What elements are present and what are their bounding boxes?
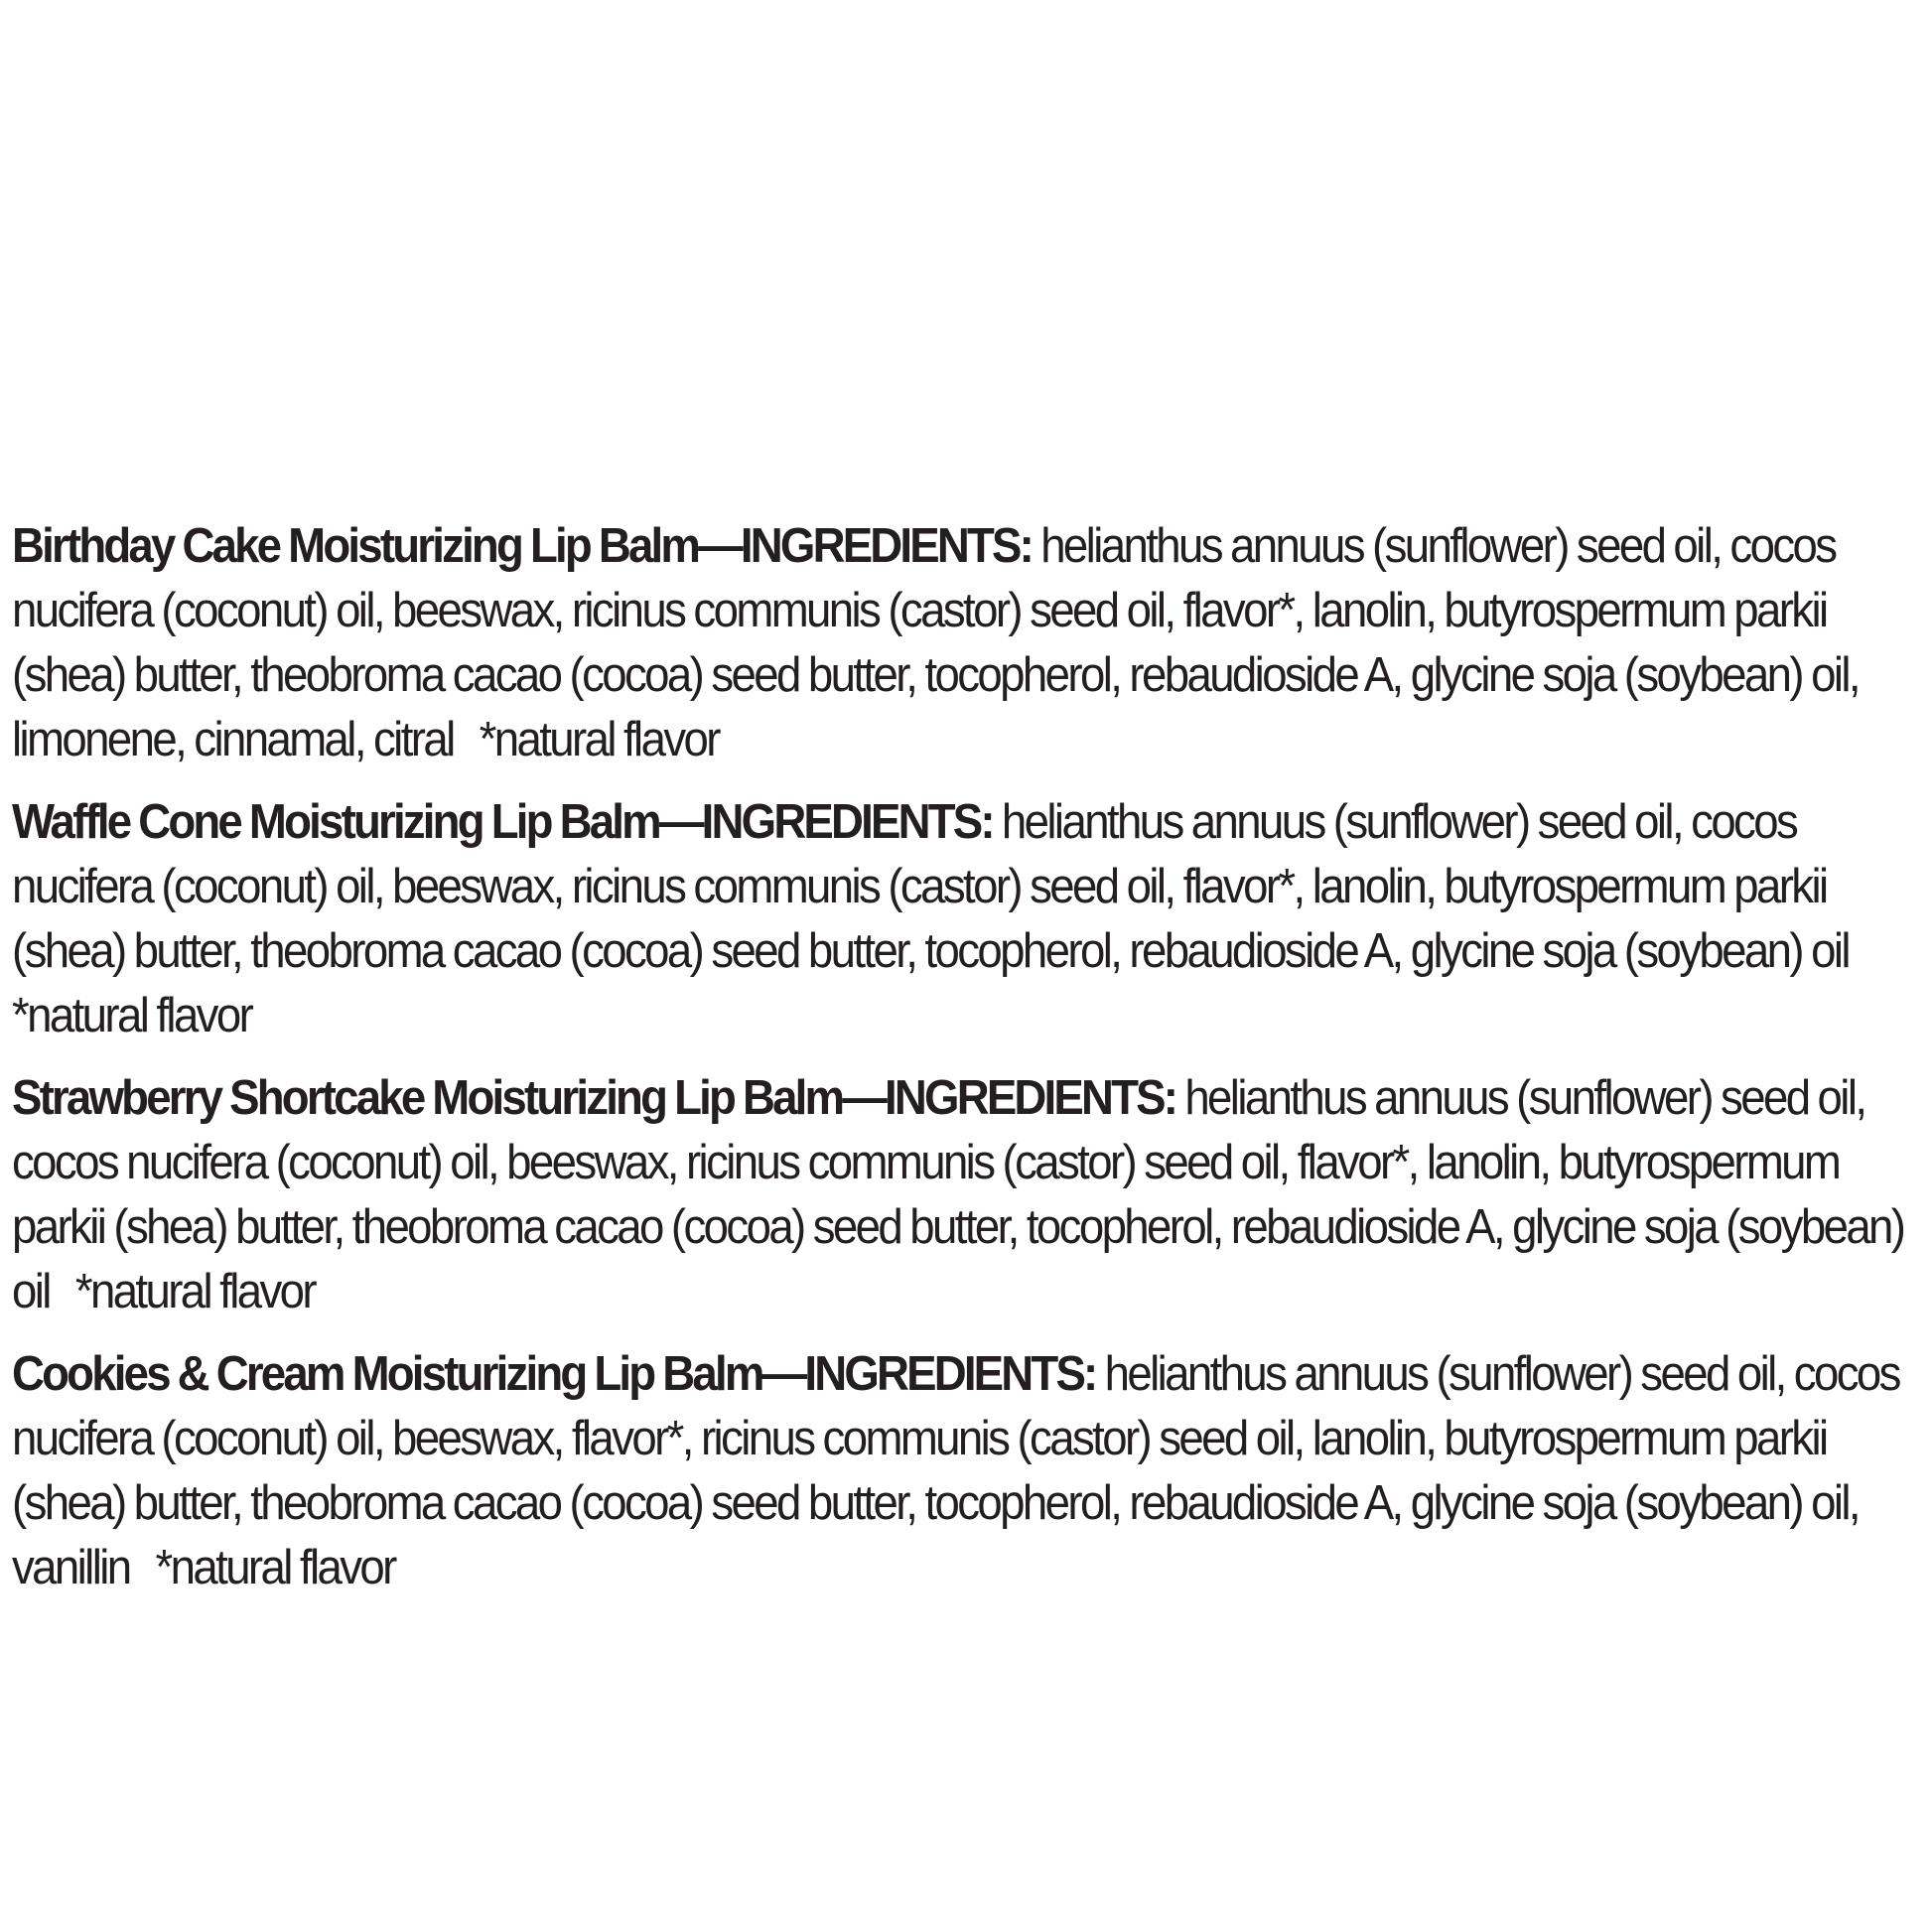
footnote: *natural flavor — [12, 989, 252, 1042]
product-entry-cookies-and-cream — [12, 1342, 1928, 1600]
product-heading: Cookies & Cream Moisturizing Lip Balm—INGREDIENTS: — [12, 1347, 1096, 1401]
product-entry-strawberry-shortcake — [12, 1066, 1928, 1324]
ingredient-list: helianthus annuus (sunflower) seed oil, cocos nucifera (coconut) oil, beeswax, flavor*, ricinus communis (castor) seed oil, lanolin, butyrospermum parkii (shea) butter, theobroma cacao (cocoa) seed butter, tocopherol, rebaudioside A, glycine soja (soybean) oil, vanillin — [12, 1347, 1899, 1594]
footnote: *natural flavor — [155, 1541, 395, 1594]
ingredient-list: helianthus annuus (sunflower) seed oil, cocos nucifera (coconut) oil, beeswax, ricinus communis (castor) seed oil, flavor*, lanolin, butyrospermum parkii (shea) butter, theobroma cacao (cocoa) seed butter, tocopherol, rebaudioside A, glycine soja (soybean) oil — [12, 795, 1849, 978]
ingredient-list: helianthus annuus (sunflower) seed oil, cocos nucifera (coconut) oil, beeswax, ricinus communis (castor) seed oil, flavor*, lanolin, butyrospermum parkii (shea) butter, theobroma cacao (cocoa) seed butter, tocopherol, rebaudioside A, glycine soja (soybean) oil — [12, 1071, 1904, 1318]
product-entry-waffle-cone — [12, 790, 1928, 1048]
product-heading: Strawberry Shortcake Moisturizing Lip Balm—INGREDIENTS: — [12, 1071, 1176, 1125]
ingredient-list: helianthus annuus (sunflower) seed oil, cocos nucifera (coconut) oil, beeswax, ricinus communis (castor) seed oil, flavor*, lanolin, butyrospermum parkii (shea) butter, theobroma cacao (cocoa) seed butter, tocopherol, rebaudioside A, glycine soja (soybean) oil, limonene, cinnamal, citral — [12, 519, 1859, 766]
ingredients-panel — [12, 514, 1928, 1618]
product-heading: Waffle Cone Moisturizing Lip Balm—INGREDIENTS: — [12, 795, 993, 849]
product-heading: Birthday Cake Moisturizing Lip Balm—INGREDIENTS: — [12, 519, 1033, 573]
footnote: *natural flavor — [479, 713, 719, 766]
footnote: *natural flavor — [74, 1265, 315, 1318]
product-entry-birthday-cake — [12, 514, 1928, 772]
